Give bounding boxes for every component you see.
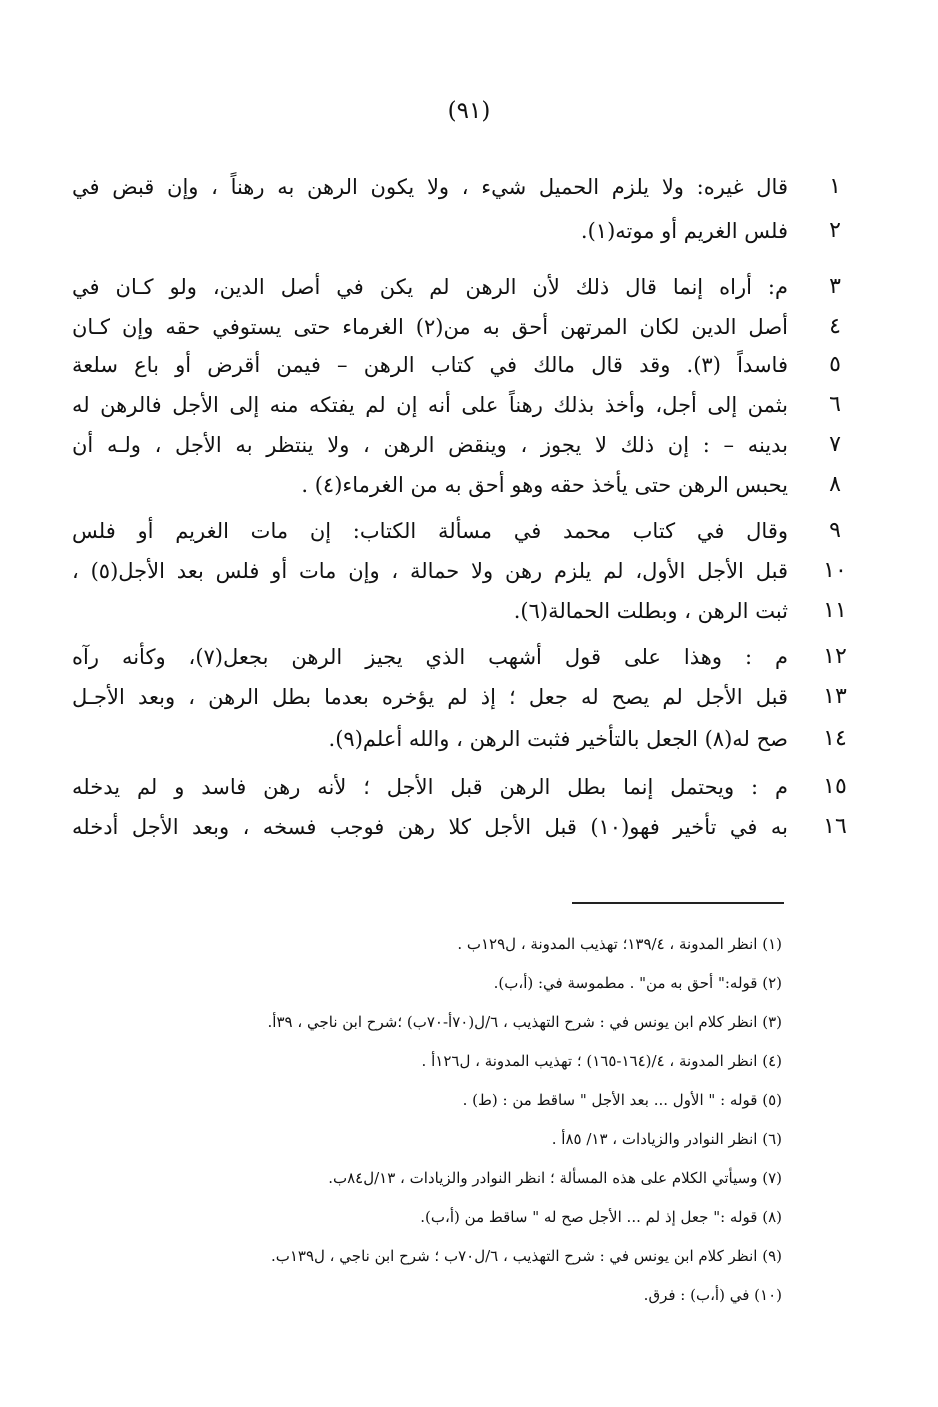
text-line <box>0 552 938 596</box>
footnote: (٢) قوله:" أحق به من" . مطموسة في: (أ،ب). <box>493 974 782 992</box>
line-text: به في تأخير فهو(١٠) قبل الأجل كلا رهن فوجب فسخه ، وبعد الأجل أدخله <box>72 815 788 839</box>
line-text: م : وهذا على قول أشهب الذي يجيز الرهن بجعل(٧)، وكأنه رآه <box>72 645 788 669</box>
line-text: م : ويحتمل إنما بطل الرهن قبل الأجل ؛ لأنه رهن فاسد و لم يدخله <box>72 775 788 799</box>
text-line <box>0 386 938 430</box>
text-line <box>0 212 938 256</box>
line-number: ٦ <box>829 392 841 417</box>
page-number: (٩١) <box>447 98 491 124</box>
line-number: ٣ <box>829 274 841 299</box>
footnote: (٨) قوله :" جعل إذ لم ... الأجل صح له " ساقط من (أ،ب). <box>420 1208 782 1226</box>
footnote: (٥) قوله : " الأول ... بعد الأجل " ساقط من : (ط) . <box>462 1091 782 1109</box>
footnote-separator <box>572 902 784 904</box>
line-text: فلس الغريم أو موته(١). <box>580 219 788 243</box>
text-line <box>0 592 938 636</box>
text-line <box>0 426 938 470</box>
line-text: بدينه – : إن ذلك لا يجوز ، وينقض الرهن ، ولا ينتظر به الأجل ، ولـه أن <box>72 433 788 457</box>
footnote: (١٠) في (أ،ب) : فرق. <box>643 1286 782 1304</box>
line-number: ١ <box>829 174 841 199</box>
text-line <box>0 466 938 510</box>
footnote: (٩) انظر كلام ابن يونس في : شرح التهذيب ، ٦/ل٧٠ب ؛ شرح ابن ناجي ، ل١٣٩ب. <box>270 1247 782 1265</box>
text-line <box>0 268 938 312</box>
line-number: ١٦ <box>823 814 847 839</box>
line-number: ١٤ <box>823 726 847 751</box>
line-text: يحبس الرهن حتى يأخذ حقه وهو أحق به من الغرماء(٤) . <box>301 473 788 497</box>
text-line <box>0 346 938 390</box>
text-line <box>0 768 938 812</box>
line-text: م: أراه إنما قال ذلك لأن الرهن لم يكن في أصل الدين، ولو كـان في <box>72 275 788 299</box>
line-text: بثمن إلى أجل، وأخذ بذلك رهناً على أنه إن لم يفتكه منه إلى الأجل فالرهن له <box>72 393 788 417</box>
line-text: قال غيره: ولا يلزم الحميل شيء ، ولا يكون الرهن به رهناً ، وإن قبض في <box>72 175 788 199</box>
line-number: ١٢ <box>823 644 847 669</box>
line-text: فاسداً (٣). وقد قال مالك في كتاب الرهن – فيمن أقرض أو باع سلعة <box>72 353 788 377</box>
line-number: ٥ <box>829 352 841 377</box>
text-line <box>0 720 938 764</box>
line-number: ١٠ <box>823 558 847 583</box>
line-number: ٤ <box>829 314 841 339</box>
footnote: (١) انظر المدونة ، ١٣٩/٤؛ تهذيب المدونة ، ل١٢٩ب . <box>457 935 782 953</box>
line-number: ٧ <box>829 432 841 457</box>
line-text: ثبت الرهن ، وبطلت الحمالة(٦). <box>513 599 788 623</box>
line-number: ١٣ <box>823 684 847 709</box>
line-text: قبل الأجل لم يصح له جعل ؛ إذ لم يؤخره بعدما بطل الرهن ، وبعد الأجـل <box>72 685 788 709</box>
footnote: (٤) انظر المدونة ، ٤/(١٦٤-١٦٥) ؛ تهذيب المدونة ، ل١٢٦أ . <box>421 1052 782 1070</box>
line-number: ٨ <box>829 472 841 497</box>
footnote: (٦) انظر النوادر والزيادات ، ١٣/ ٨٥أ . <box>551 1130 782 1148</box>
footnote: (٧) وسيأتي الكلام على هذه المسألة ؛ انظر النوادر والزيادات ، ١٣/ل٨٤ب. <box>328 1169 782 1187</box>
text-line <box>0 168 938 212</box>
text-line <box>0 512 938 556</box>
line-number: ١٥ <box>823 774 847 799</box>
line-number: ٢ <box>829 218 841 243</box>
line-number: ١١ <box>823 598 847 623</box>
footnote: (٣) انظر كلام ابن يونس في : شرح التهذيب ، ٦/ل(٧٠أ-٧٠ب) ؛شرح ابن ناجي ، ٣٩أ. <box>267 1013 782 1031</box>
line-number: ٩ <box>829 518 841 543</box>
line-text: صح له(٨) الجعل بالتأخير فثبت الرهن ، والله أعلم(٩). <box>328 727 788 751</box>
text-line <box>0 678 938 722</box>
line-text: قبل الأجل الأول، لم يلزم رهن ولا حمالة ، وإن مات أو فلس بعد الأجل(٥) ، <box>72 559 788 583</box>
line-text: وقال في كتاب محمد في مسألة الكتاب: إن مات الغريم أو فلس <box>72 519 788 543</box>
line-text: أصل الدين لكان المرتهن أحق به من(٢) الغرماء حتى يستوفي حقه وإن كـان <box>72 315 788 339</box>
text-line <box>0 638 938 682</box>
text-line <box>0 808 938 852</box>
